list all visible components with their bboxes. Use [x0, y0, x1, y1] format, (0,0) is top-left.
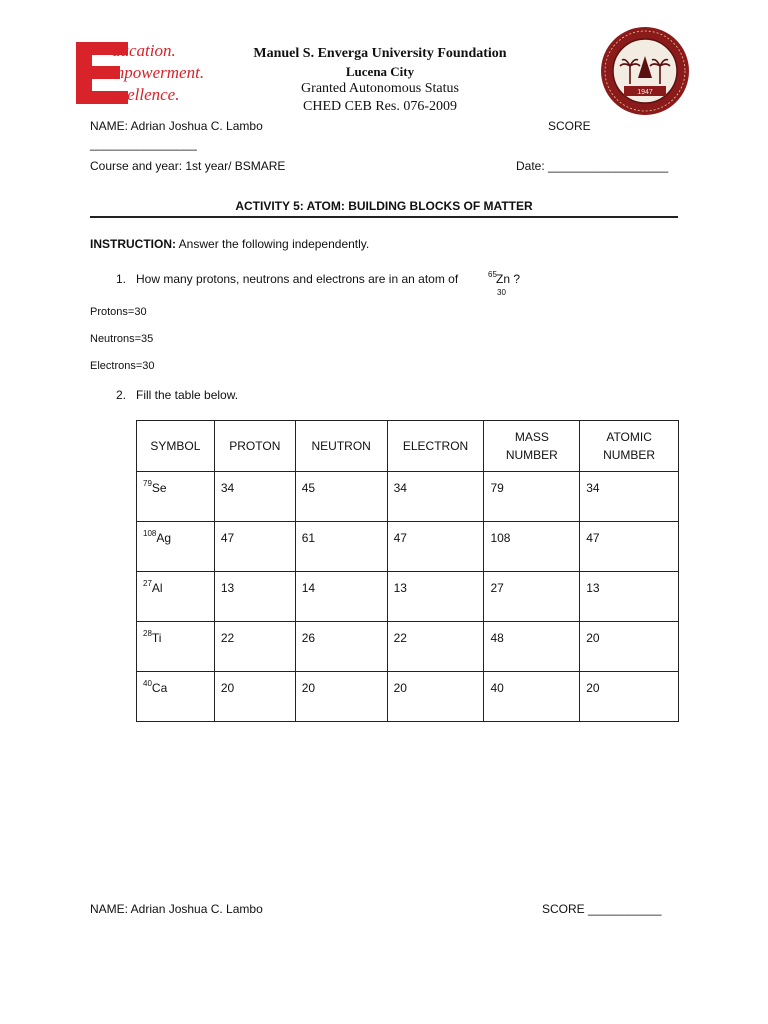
course-and-year: Course and year: 1st year/ BSMARE	[90, 159, 286, 173]
mass-superscript: 27	[143, 579, 152, 588]
cell-proton: 34	[214, 472, 295, 522]
header-mass-number: MASS NUMBER	[484, 421, 580, 472]
footer-score: SCORE ___________	[542, 902, 662, 916]
cell-neutron: 61	[295, 522, 387, 572]
instruction-text: Answer the following independently.	[176, 237, 370, 251]
cell-mass-number: 79	[484, 472, 580, 522]
cell-electron: 22	[387, 622, 484, 672]
zn-symbol: Zn ?	[496, 272, 521, 286]
element-symbol: Ti	[151, 631, 162, 645]
cell-atomic-number: 34	[580, 472, 679, 522]
header-electron: ELECTRON	[387, 421, 484, 472]
table-row	[137, 522, 679, 572]
score-blank-line: ________________	[90, 137, 197, 151]
cell-proton: 13	[214, 572, 295, 622]
table-row	[137, 572, 679, 622]
title-divider	[90, 216, 678, 218]
table-row	[137, 622, 679, 672]
student-name: NAME: Adrian Joshua C. Lambo	[90, 119, 263, 133]
atom-table	[136, 420, 679, 722]
autonomous-status: Granted Autonomous Status	[301, 81, 459, 96]
cell-mass-number: 27	[484, 572, 580, 622]
cell-symbol	[137, 522, 215, 572]
instruction	[90, 237, 369, 251]
score-label: SCORE	[548, 119, 591, 133]
zn-mass-number: 65	[488, 270, 497, 279]
header-neutron: NEUTRON	[295, 421, 387, 472]
seal-year: 1947	[637, 89, 653, 96]
header-atomic-number: ATOMIC NUMBER	[580, 421, 679, 472]
table-header-row	[137, 421, 679, 472]
footer-student-name: NAME: Adrian Joshua C. Lambo	[90, 902, 263, 916]
cell-symbol	[137, 622, 215, 672]
cell-symbol	[137, 572, 215, 622]
cell-proton: 47	[214, 522, 295, 572]
cell-neutron: 45	[295, 472, 387, 522]
university-name: Manuel S. Enverga University Foundation	[253, 46, 507, 61]
cell-mass-number: 108	[484, 522, 580, 572]
header-symbol: SYMBOL	[137, 421, 215, 472]
zn-atomic-number: 30	[497, 288, 506, 297]
table-row	[137, 672, 679, 722]
cell-mass-number: 48	[484, 622, 580, 672]
question-1-number: 1.	[116, 272, 127, 286]
seal-icon	[600, 26, 690, 116]
mass-superscript: 108	[143, 529, 157, 538]
question-1-text: How many protons, neutrons and electrons are in an atom of	[136, 272, 459, 286]
element-symbol: Se	[151, 481, 167, 495]
cell-neutron: 14	[295, 572, 387, 622]
university-city: Lucena City	[345, 64, 415, 79]
instruction-label: INSTRUCTION:	[90, 237, 176, 251]
cell-proton: 22	[214, 622, 295, 672]
answer-neutrons: Neutrons=35	[90, 333, 154, 345]
element-symbol: Ag	[156, 531, 172, 545]
ched-resolution: CHED CEB Res. 076-2009	[303, 99, 457, 114]
cell-neutron: 20	[295, 672, 387, 722]
cell-electron: 13	[387, 572, 484, 622]
university-seal	[600, 26, 690, 116]
logo-line-excellence: xcellence.	[112, 85, 180, 104]
logo-line-education: ducation.	[112, 41, 176, 60]
answer-protons: Protons=30	[90, 306, 147, 318]
question-2-number: 2.	[116, 388, 127, 402]
cell-atomic-number: 20	[580, 622, 679, 672]
cell-electron: 20	[387, 672, 484, 722]
cell-atomic-number: 13	[580, 572, 679, 622]
answer-electrons: Electrons=30	[90, 360, 155, 372]
cell-mass-number: 40	[484, 672, 580, 722]
cell-symbol	[137, 672, 215, 722]
question-2-text: Fill the table below.	[136, 388, 239, 402]
cell-electron: 34	[387, 472, 484, 522]
cell-neutron: 26	[295, 622, 387, 672]
element-symbol: Al	[151, 581, 163, 595]
header-proton: PROTON	[214, 421, 295, 472]
cell-symbol	[137, 472, 215, 522]
cell-electron: 47	[387, 522, 484, 572]
element-symbol: Ca	[151, 681, 168, 695]
cell-proton: 20	[214, 672, 295, 722]
table-row	[137, 472, 679, 522]
mass-superscript: 40	[143, 679, 152, 688]
cell-atomic-number: 20	[580, 672, 679, 722]
mass-superscript: 79	[143, 479, 152, 488]
logo-line-empowerment: mpowerment.	[112, 63, 205, 82]
mass-superscript: 28	[143, 629, 152, 638]
activity-title: ACTIVITY 5: ATOM: BUILDING BLOCKS OF MATTER	[235, 199, 533, 213]
cell-atomic-number: 47	[580, 522, 679, 572]
date-field: Date: __________________	[516, 159, 669, 173]
